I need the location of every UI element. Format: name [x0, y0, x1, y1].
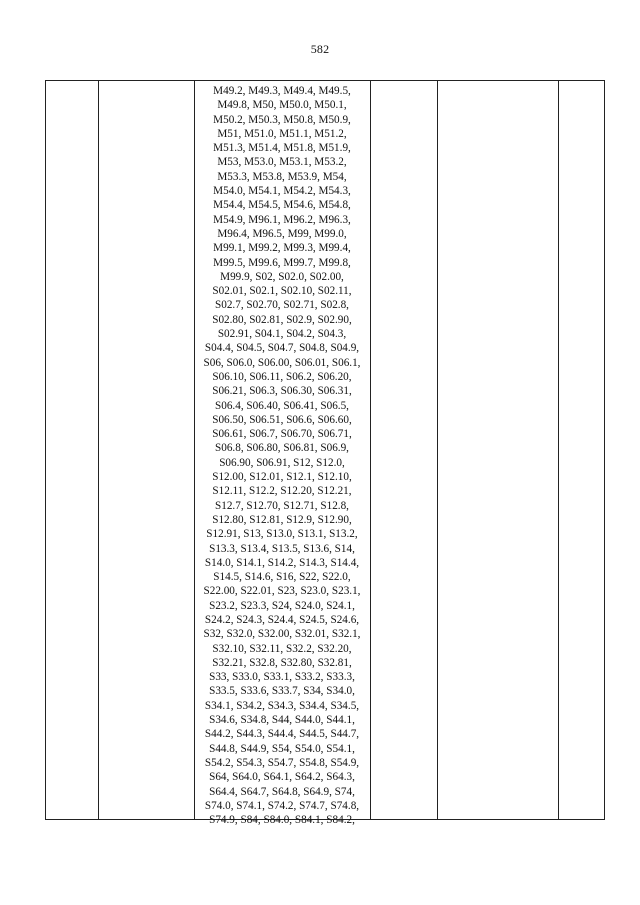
code-line: S14.5, S14.6, S16, S22, S22.0,	[213, 571, 351, 584]
code-line: S06.90, S06.91, S12, S12.0,	[219, 456, 345, 469]
code-line: S04.4, S04.5, S04.7, S04.8, S04.9,	[204, 342, 360, 355]
code-line: M99.5, M99.6, M99.7, M99.8,	[213, 256, 351, 269]
code-line: S06.4, S06.40, S06.41, S06.5,	[215, 399, 349, 412]
code-line: M99.1, M99.2, M99.3, M99.4,	[213, 242, 351, 255]
code-line: M53, M53.0, M53.1, M53.2,	[217, 156, 347, 169]
code-line: S24.2, S24.3, S24.4, S24.5, S24.6,	[204, 613, 360, 626]
code-line: M51, M51.0, M51.1, M51.2,	[217, 127, 347, 140]
code-line: S14.0, S14.1, S14.2, S14.3, S14.4,	[204, 556, 360, 569]
code-line: S06.8, S06.80, S06.81, S06.9,	[215, 442, 349, 455]
code-line: S02.7, S02.70, S02.71, S02.8,	[215, 299, 349, 312]
code-line: S54.2, S54.3, S54.7, S54.8, S54.9,	[204, 756, 360, 769]
code-line: S12.7, S12.70, S12.71, S12.8,	[215, 499, 349, 512]
code-line: M50.2, M50.3, M50.8, M50.9,	[213, 113, 351, 126]
diagnosis-code-list	[194, 84, 370, 827]
code-line: S74.9, S84, S84.0, S84.1, S84.2,	[209, 814, 355, 827]
code-line: S74.0, S74.1, S74.2, S74.7, S74.8,	[204, 799, 360, 812]
code-line: S06.10, S06.11, S06.2, S06.20,	[212, 370, 352, 383]
code-line: S12.11, S12.2, S12.20, S12.21,	[212, 485, 352, 498]
table-column-divider	[437, 81, 438, 819]
code-line: S06.50, S06.51, S06.6, S06.60,	[212, 413, 352, 426]
code-line: S02.91, S04.1, S04.2, S04.3,	[217, 328, 347, 341]
code-line: M54.0, M54.1, M54.2, M54.3,	[213, 185, 351, 198]
code-line: M96.4, M96.5, M99, M99.0,	[217, 227, 347, 240]
code-line: S22.00, S22.01, S23, S23.0, S23.1,	[203, 585, 361, 598]
code-line: M49.2, M49.3, M49.4, M49.5,	[213, 85, 351, 97]
table-column-divider	[558, 81, 559, 819]
code-line: S02.01, S02.1, S02.10, S02.11,	[212, 285, 352, 298]
code-line: S32.21, S32.8, S32.80, S32.81,	[212, 656, 352, 669]
code-line: M51.3, M51.4, M51.8, M51.9,	[213, 142, 351, 155]
table-column-divider	[370, 81, 371, 819]
code-line: S32, S32.0, S32.00, S32.01, S32.1,	[203, 628, 361, 641]
code-line: S23.2, S23.3, S24, S24.0, S24.1,	[209, 599, 355, 612]
code-line: S12.91, S13, S13.0, S13.1, S13.2,	[206, 528, 358, 541]
code-line: S64, S64.0, S64.1, S64.2, S64.3,	[209, 771, 355, 784]
code-line: S34.1, S34.2, S34.3, S34.4, S34.5,	[204, 699, 360, 712]
code-line: S12.80, S12.81, S12.9, S12.90,	[212, 513, 352, 526]
code-line: S02.80, S02.81, S02.9, S02.90,	[212, 313, 352, 326]
table-column-divider	[98, 81, 99, 819]
code-line: S34.6, S34.8, S44, S44.0, S44.1,	[209, 714, 355, 727]
code-line: S32.10, S32.11, S32.2, S32.20,	[212, 642, 352, 655]
code-line: M49.8, M50, M50.0, M50.1,	[217, 99, 347, 112]
code-line: S33.5, S33.6, S33.7, S34, S34.0,	[209, 685, 355, 698]
code-line: S06.61, S06.7, S06.70, S06.71,	[212, 428, 352, 441]
code-line: S13.3, S13.4, S13.5, S13.6, S14,	[209, 542, 355, 555]
code-line: S06, S06.0, S06.00, S06.01, S06.1,	[203, 356, 361, 369]
code-line: S64.4, S64.7, S64.8, S64.9, S74,	[209, 785, 355, 798]
code-line: M99.9, S02, S02.0, S02.00,	[220, 270, 344, 283]
code-line: S33, S33.0, S33.1, S33.2, S33.3,	[209, 671, 355, 684]
code-line: S12.00, S12.01, S12.1, S12.10,	[212, 471, 352, 484]
code-line: S44.2, S44.3, S44.4, S44.5, S44.7,	[204, 728, 360, 741]
code-line: M53.3, M53.8, M53.9, M54,	[217, 170, 347, 183]
code-line: S06.21, S06.3, S06.30, S06.31,	[212, 385, 352, 398]
page-number: 582	[310, 42, 330, 56]
code-line: M54.4, M54.5, M54.6, M54.8,	[213, 199, 351, 212]
document-table	[45, 80, 605, 827]
code-line: M54.9, M96.1, M96.2, M96.3,	[213, 213, 351, 226]
code-line: S44.8, S44.9, S54, S54.0, S54.1,	[209, 742, 355, 755]
